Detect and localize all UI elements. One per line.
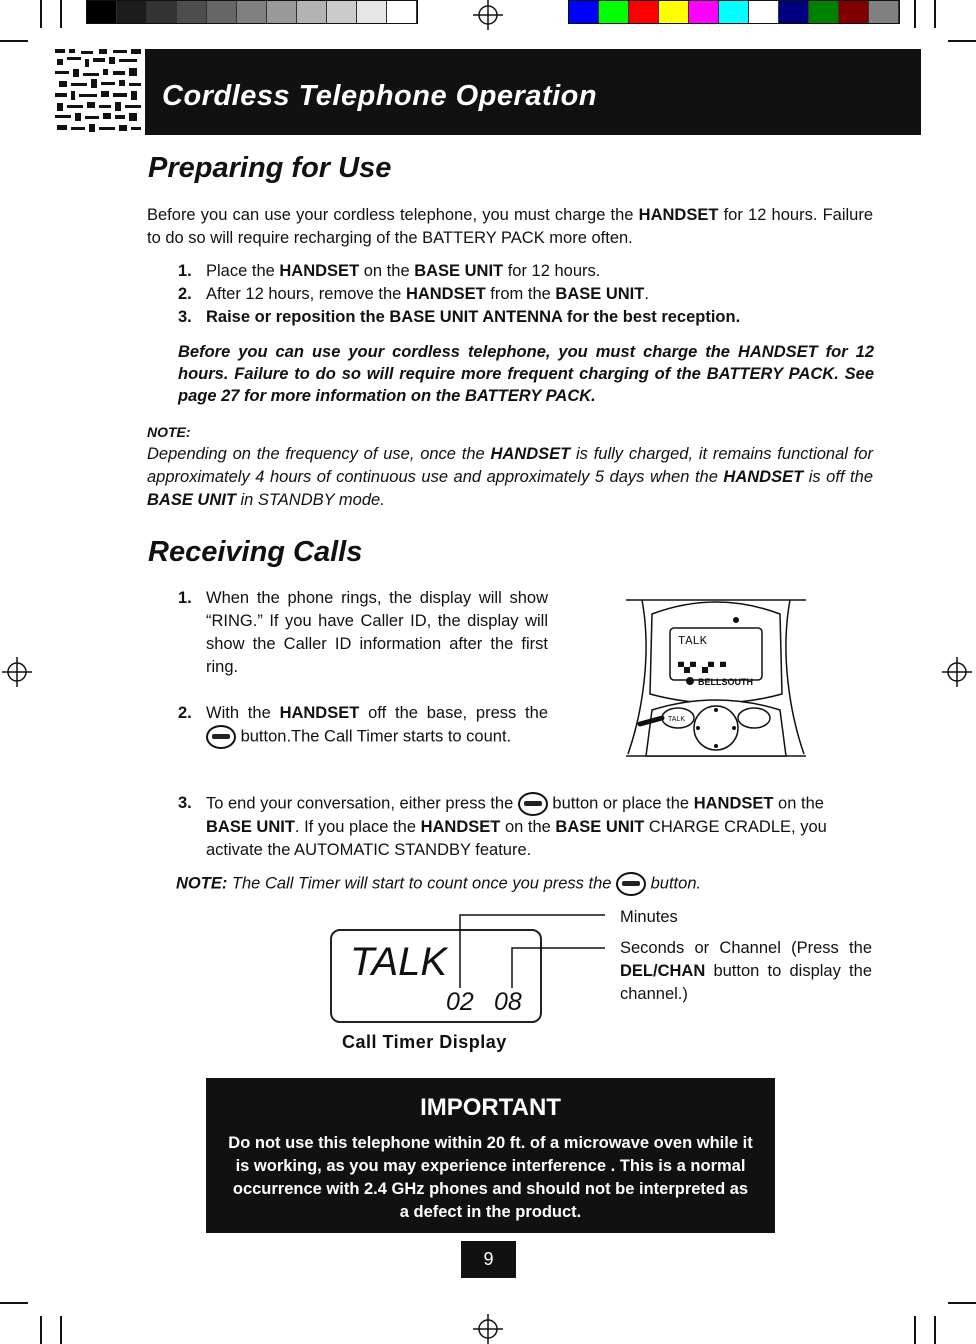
lcd-talk-label: TALK [350, 940, 448, 984]
crop-mark [0, 40, 28, 42]
color-swatch [749, 1, 779, 23]
color-swatch [839, 1, 869, 23]
color-swatch [87, 1, 117, 23]
svg-text:BELLSOUTH: BELLSOUTH [698, 677, 753, 687]
crop-mark [0, 1302, 28, 1304]
color-swatch [659, 1, 689, 23]
end-button-icon [518, 792, 548, 816]
note-text: Depending on the frequency of use, once the HANDSET is fully charged, it remains functional for approximately 4 hours of continuous use and approximately 5 days when the HANDSET is off the BASE UNIT in STANDBY mode. [147, 445, 873, 509]
list-item: 3. Raise or reposition the BASE UNIT ANTENNA for the best reception. [178, 308, 741, 326]
lcd-seconds: 08 [494, 988, 522, 1016]
handset-illustration [622, 594, 810, 760]
talk-button-icon [616, 872, 646, 896]
charging-warning: Before you can use your cordless telephone, you must charge the HANDSET for 12 hours. Failure to do so will require more frequent charging of the BATTERY PACK. See page 27 for more information on the BATTERY PACK. [178, 343, 874, 405]
color-swatch [809, 1, 839, 23]
registration-mark-icon [2, 657, 32, 687]
page-number: 9 [461, 1241, 516, 1278]
crop-mark [40, 0, 42, 28]
registration-mark-icon [942, 657, 972, 687]
color-swatch [177, 1, 207, 23]
crop-mark [914, 0, 916, 28]
color-swatch [569, 1, 599, 23]
crop-mark [60, 0, 62, 28]
list-item: 3. To end your conversation, either press the button or place the HANDSET on the BASE UNIT. If you place the HANDSET on the BASE UNIT CHARGE CRADLE, you activate the AUTOMATIC STANDBY feature. [178, 794, 827, 859]
svg-text:TALK: TALK [668, 716, 685, 723]
page-title: Cordless Telephone Operation [162, 80, 598, 112]
section-heading-receiving: Receiving Calls [148, 536, 363, 568]
color-swatch [869, 1, 899, 23]
seconds-callout: Seconds or Channel (Press the DEL/CHAN button to display the channel.) [620, 939, 872, 1003]
crop-mark [934, 1316, 936, 1344]
important-body: Do not use this telephone within 20 ft. of a microwave oven while it is working, as you may experience interference . This is a normal occurrence with 2.4 GHz phones and should not be interpreted as a defect in the product. [228, 1134, 753, 1221]
decorative-pattern-icon [53, 47, 145, 135]
registration-mark-icon [473, 1314, 503, 1344]
callout-lines [455, 910, 615, 990]
list-item: 1. Place the HANDSET on the BASE UNIT for 12 hours. [178, 262, 601, 280]
color-swatch [629, 1, 659, 23]
color-swatch [779, 1, 809, 23]
color-swatch [689, 1, 719, 23]
talk-button-icon [206, 725, 236, 749]
color-swatch [387, 1, 417, 23]
list-item: 1. When the phone rings, the display will show “RING.” If you have Caller ID, the display will show the Caller ID information after the first ring. [178, 589, 548, 676]
svg-text:▀▄▀ ▄▀ ▀: ▀▄▀ ▄▀ ▀ [678, 663, 727, 674]
crop-mark [948, 40, 976, 42]
color-swatch [719, 1, 749, 23]
note-label: NOTE: [147, 424, 191, 440]
registration-mark-icon [473, 0, 503, 30]
crop-mark [948, 1302, 976, 1304]
color-swatch [599, 1, 629, 23]
svg-text:TALK: TALK [678, 634, 707, 648]
crop-mark [934, 0, 936, 28]
color-swatch [267, 1, 297, 23]
intro-paragraph: Before you can use your cordless telephone, you must charge the HANDSET for 12 hours. Failure to do so will require recharging of the BATTERY PACK more often. [147, 206, 874, 247]
color-swatch [327, 1, 357, 23]
section-heading-preparing: Preparing for Use [148, 152, 392, 184]
call-timer-note: NOTE: The Call Timer will start to count once you press the button. [176, 872, 701, 896]
important-title: IMPORTANT [420, 1094, 561, 1121]
color-swatch [297, 1, 327, 23]
crop-mark [60, 1316, 62, 1344]
diagram-caption: Call Timer Display [342, 1032, 507, 1052]
important-notice [206, 1078, 775, 1233]
color-swatch [357, 1, 387, 23]
crop-mark [914, 1316, 916, 1344]
color-swatch [147, 1, 177, 23]
lcd-minutes: 02 [446, 988, 474, 1016]
process-color-bar [568, 0, 900, 24]
minutes-callout: Minutes [620, 908, 678, 926]
list-item: 2. With the HANDSET off the base, press the button.The Call Timer starts to count. [178, 702, 548, 772]
color-swatch [207, 1, 237, 23]
color-swatch [117, 1, 147, 23]
color-swatch [237, 1, 267, 23]
grayscale-color-bar [86, 0, 418, 24]
crop-mark [40, 1316, 42, 1344]
list-item: 2. After 12 hours, remove the HANDSET from the BASE UNIT. [178, 285, 649, 303]
